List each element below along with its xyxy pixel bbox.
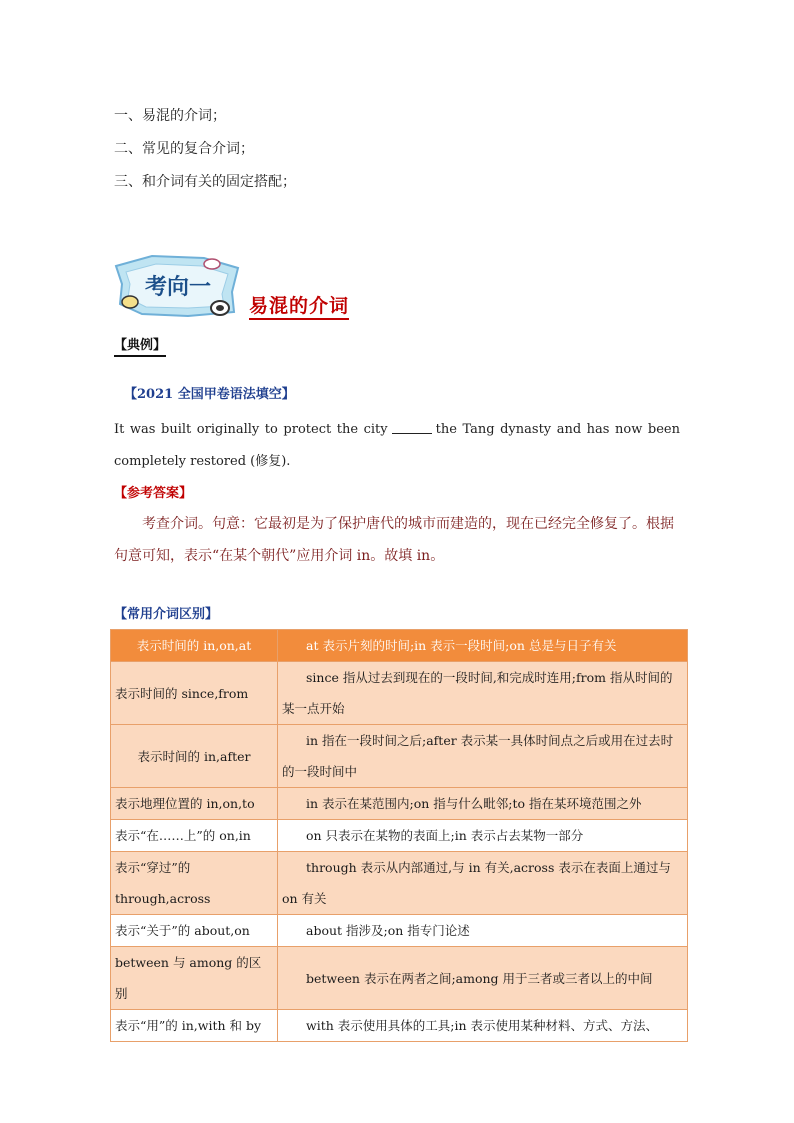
table-cell-left: 表示“在……上”的 on,in	[111, 820, 278, 852]
badge-deco-bubble-left	[122, 296, 138, 308]
table-row	[111, 725, 688, 788]
table-cell-right: between 表示在两者之间;among 用于三者或三者以上的中间	[278, 947, 688, 1010]
table-cell-right: since 指从过去到现在的一段时间,和完成时连用;from 指从时间的某一点开始	[278, 662, 688, 725]
question-text	[114, 414, 680, 478]
table-cell-left: 表示“穿过”的 through,across	[111, 852, 278, 915]
badge-deco-bubble-top	[204, 259, 220, 269]
outline-item-1: 一、易混的介词；	[114, 108, 226, 124]
topic-outline	[114, 100, 296, 199]
answer-explanation: 考查介词。句意：它最初是为了保护唐代的城市而建造的，现在已经完全修复了。根据句意可知，表示“在某个朝代”应用介词 in。故填 in。	[114, 516, 674, 564]
badge-deco-dot	[216, 305, 224, 311]
table-cell-left: 表示地理位置的 in,on,to	[111, 788, 278, 820]
section-badge	[112, 252, 242, 320]
table-cell-right: on 只表示在某物的表面上;in 表示占去某物一部分	[278, 820, 688, 852]
preposition-comparison-table	[110, 629, 688, 1042]
table-row	[111, 662, 688, 725]
table-cell-left: 表示“关于”的 about,on	[111, 915, 278, 947]
table-row	[111, 915, 688, 947]
section-title: 易混的介词	[249, 294, 349, 320]
outline-item-3: 三、和介词有关的固定搭配；	[114, 174, 296, 190]
table-cell-right: through 表示从内部通过,与 in 有关,across 表示在表面上通过与 on 有关	[278, 852, 688, 915]
example-tag: 【典例】	[114, 337, 166, 357]
table-cell-right: at 表示片刻的时间;in 表示一段时间;on 总是与日子有关	[278, 630, 688, 662]
table-cell-left: 表示“用”的 in,with 和 by	[111, 1010, 278, 1042]
table-cell-left: between 与 among 的区别	[111, 947, 278, 1010]
table-tag: 【常用介词区别】	[114, 607, 219, 622]
table-cell-right: in 表示在某范围内;on 指与什么毗邻;to 指在某环境范围之外	[278, 788, 688, 820]
answer-blank	[392, 419, 432, 434]
table-cell-right: in 指在一段时间之后;after 表示某一具体时间点之后或用在过去时的一段时间中	[278, 725, 688, 788]
table-row	[111, 788, 688, 820]
table-cell-right: about 指涉及;on 指专门论述	[278, 915, 688, 947]
question-text-after: the Tang dynasty and has now been completely restored (修复).	[114, 422, 680, 469]
table-cell-left: 表示时间的 in,after	[111, 725, 278, 788]
answer-tag: 【参考答案】	[114, 486, 193, 501]
table-row	[111, 1010, 688, 1042]
outline-item-2: 二、常见的复合介词；	[114, 141, 254, 157]
question-text-before: It was built originally to protect the city	[114, 422, 388, 437]
table-cell-left: 表示时间的 in,on,at	[111, 630, 278, 662]
table-row	[111, 852, 688, 915]
table-cell-left: 表示时间的 since,from	[111, 662, 278, 725]
table-row	[111, 630, 688, 662]
badge-text: 考向一	[144, 274, 212, 300]
table-row	[111, 947, 688, 1010]
table-row	[111, 820, 688, 852]
table-cell-right: with 表示使用具体的工具;in 表示使用某种材料、方式、方法、	[278, 1010, 688, 1042]
question-source: 【2021 全国甲卷语法填空】	[124, 387, 295, 402]
